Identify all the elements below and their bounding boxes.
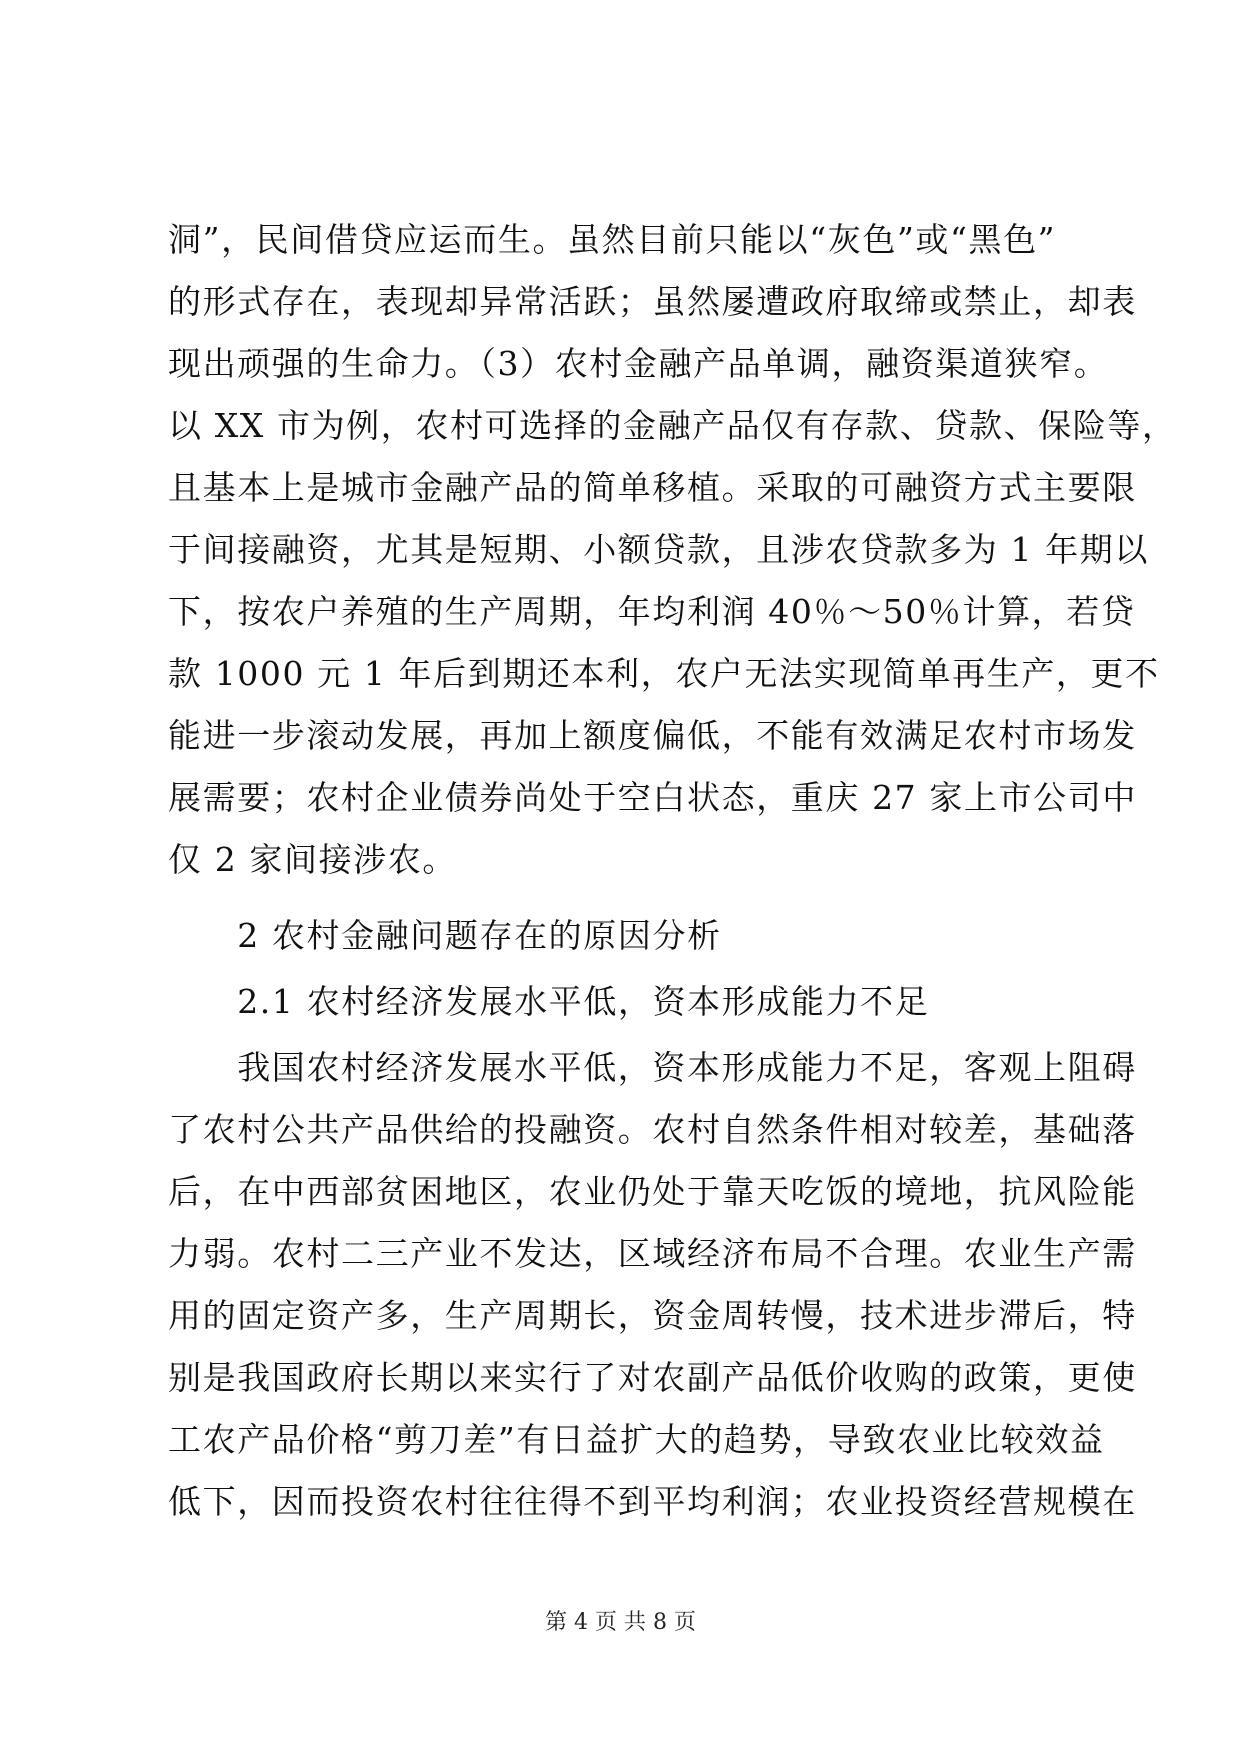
text-line: 的形式存在，表现却异常活跃；虽然屡遭政府取缔或禁止，却表 [168,282,1137,321]
text-line: 我国农村经济发展水平低，资本形成能力不足，客观上阻碍 [168,1048,1137,1087]
text-line: 能进一步滚动发展，再加上额度偏低，不能有效满足农村市场发 [168,716,1137,755]
text-line: 仅 2 家间接涉农。 [168,840,457,879]
text-line: 于间接融资，尤其是短期、小额贷款，且涉农贷款多为 1 年期以 [168,530,1149,569]
text-line: 以 XX 市为例，农村可选择的金融产品仅有存款、贷款、保险等， [168,406,1177,445]
section-heading: 2 农村金融问题存在的原因分析 [168,916,722,955]
text-line: 款 1000 元 1 年后到期还本利，农户无法实现简单再生产，更不 [168,654,1160,693]
text-line: 洞”，民间借贷应运而生。虽然目前只能以“灰色”或“黑色” [168,220,1057,259]
text-line: 后，在中西部贫困地区，农业仍处于靠天吃饭的境地，抗风险能 [168,1172,1137,1211]
text-line: 别是我国政府长期以来实行了对农副产品低价收购的政策，更使 [168,1358,1137,1397]
text-line: 现出顽强的生命力。（3）农村金融产品单调，融资渠道狭窄。 [168,344,1109,383]
text-line: 且基本上是城市金融产品的简单移植。采取的可融资方式主要限 [168,468,1137,507]
subsection-heading: 2.1 农村经济发展水平低，资本形成能力不足 [168,982,930,1021]
text-line: 下，按农户养殖的生产周期，年均利润 40％～50％计算，若贷 [168,592,1136,631]
text-line: 低下，因而投资农村往往得不到平均利润；农业投资经营规模在 [168,1482,1137,1521]
text-line: 力弱。农村二三产业不发达，区域经济布局不合理。农业生产需 [168,1234,1137,1273]
text-line: 展需要；农村企业债券尚处于空白状态，重庆 27 家上市公司中 [168,778,1137,817]
text-line: 了农村公共产品供给的投融资。农村自然条件相对较差，基础落 [168,1110,1137,1149]
page-footer: 第 4 页 共 8 页 [545,1610,696,1635]
text-line: 工农产品价格“剪刀差”有日益扩大的趋势，导致农业比较效益 [168,1420,1105,1459]
text-line: 用的固定资产多，生产周期长，资金周转慢，技术进步滞后，特 [168,1296,1137,1335]
